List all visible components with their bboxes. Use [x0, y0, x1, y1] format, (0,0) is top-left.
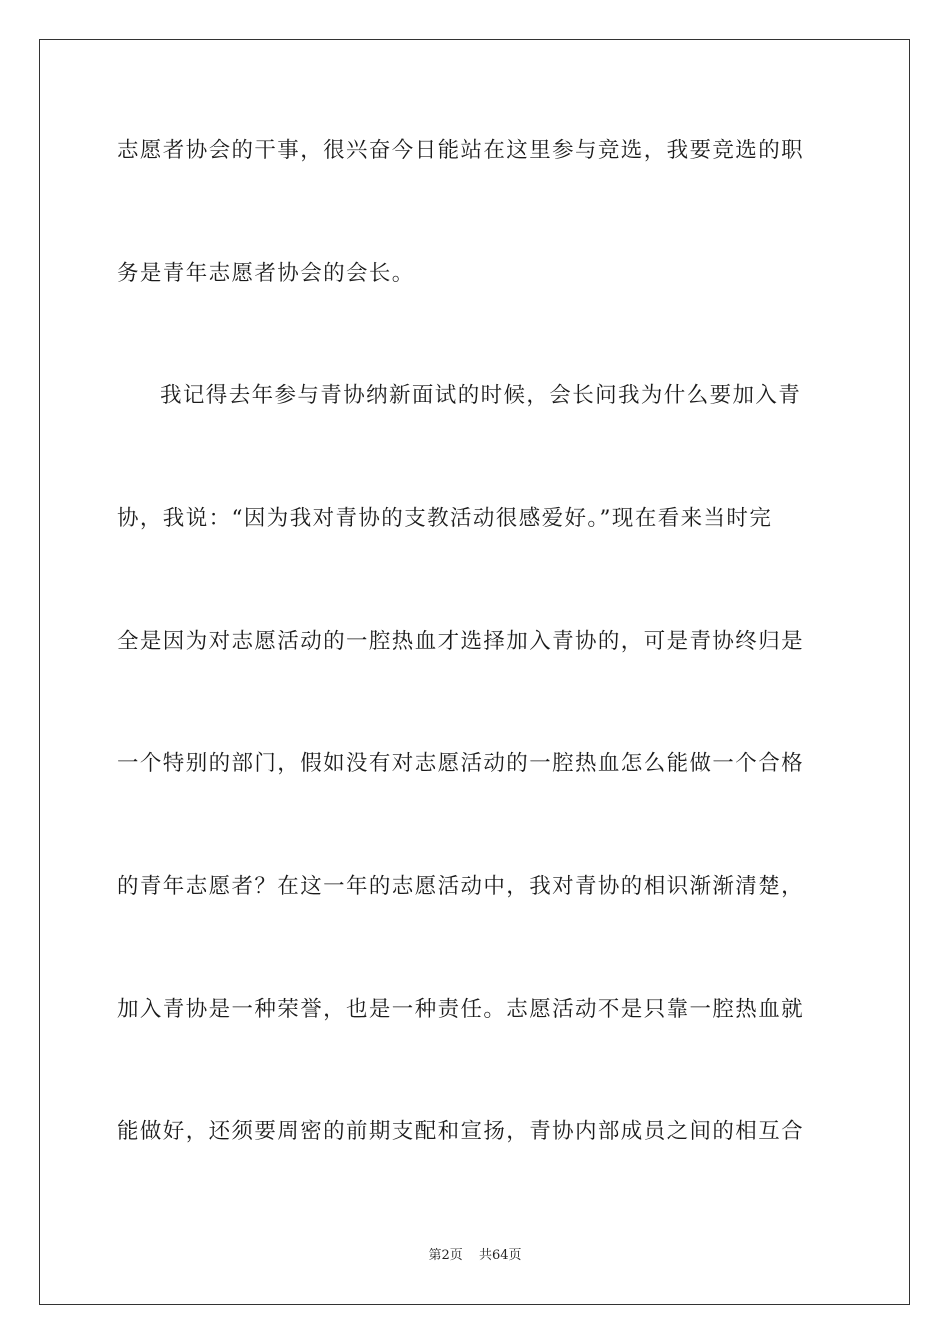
- body-line-4: 协，我说：“因为我对青协的支教活动很感爱好。”现在看来当时完: [117, 506, 773, 531]
- body-line-8: 加入青协是一种荣誉，也是一种责任。志愿活动不是只靠一腔热血就: [117, 997, 805, 1022]
- body-line-3: 我记得去年参与青协纳新面试的时候，会长问我为什么要加入青: [160, 383, 802, 408]
- page-footer: [0, 1247, 950, 1265]
- body-line-9: 能做好，还须要周密的前期支配和宣扬，青协内部成员之间的相互合: [117, 1119, 805, 1144]
- page-frame: [39, 39, 910, 1305]
- body-line-1: 志愿者协会的干事，很兴奋今日能站在这里参与竞选，我要竞选的职: [117, 138, 805, 163]
- body-line-2: 务是青年志愿者协会的会长。: [117, 261, 415, 286]
- page-number: 第2页: [428, 1248, 463, 1263]
- page-total: 共64页: [478, 1248, 522, 1263]
- body-line-7: 的青年志愿者？在这一年的志愿活动中，我对青协的相识渐渐清楚，: [117, 874, 805, 899]
- body-line-6: 一个特别的部门，假如没有对志愿活动的一腔热血怎么能做一个合格: [117, 751, 805, 776]
- body-line-5: 全是因为对志愿活动的一腔热血才选择加入青协的，可是青协终归是: [117, 629, 805, 654]
